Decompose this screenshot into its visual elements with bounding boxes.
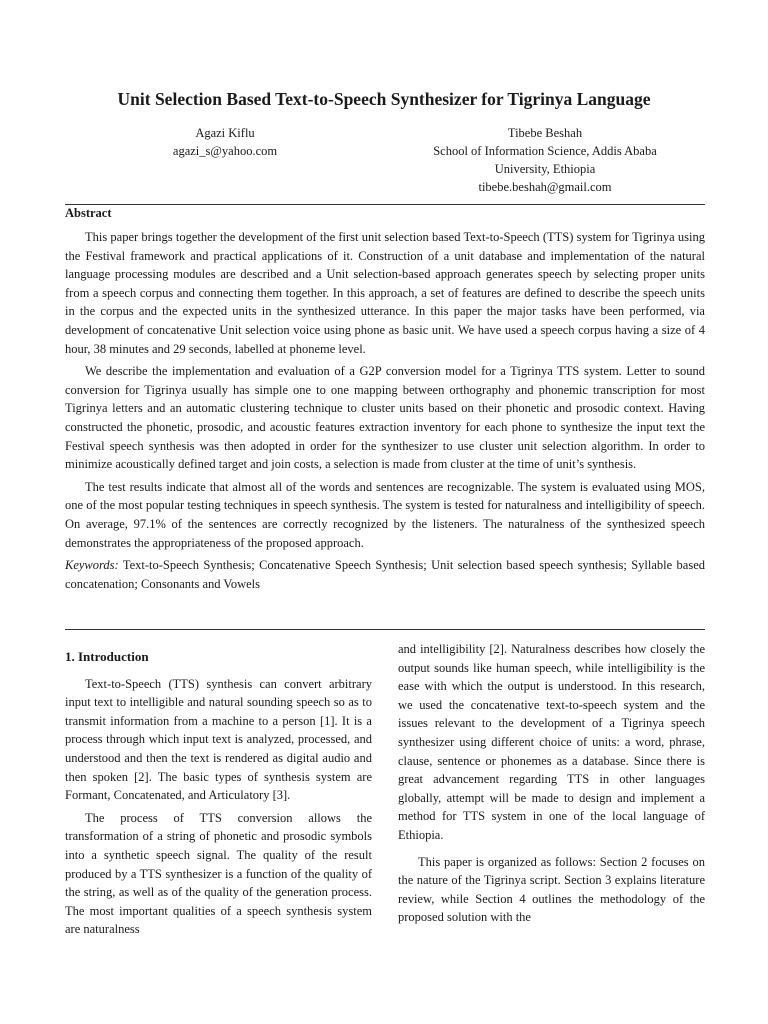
intro-paragraph-continued: and intelligibility [2]. Naturalness describes how closely the output sounds like human speech, while intelligibility is the ease with which the output is understood. In this research, we used the concatenative text-to-speech system and the issues relevant to the development of a Tigrinya speech synthesizer using different choice of units: a word, phrase, clause, sentence or phonemes as a database. Since there is great advancement regarding TTS in other languages globally, attempt will be made to design and implement a method for TTS system in one of the local language of Ethiopia.	[398, 642, 705, 842]
intro-paragraph: The process of TTS conversion allows the transformation of a string of phonetic and prosodic symbols into a synthetic speech signal. The quality of the result produced by a TTS synthesizer is a function of the quality of the string, as well as of the quality of the generation process. The most important qualities of a speech synthesis system are naturalness	[65, 810, 372, 937]
intro-paragraph: This paper is organized as follows: Section 2 focuses on the nature of the Tigrinya script. Section 3 explains literature review, while Section 4 outlines the methodology of the proposed solution with the	[398, 854, 705, 925]
right-column	[398, 640, 705, 931]
author-2	[395, 124, 695, 196]
author-2-affiliation-line-1: School of Information Science, Addis Ababa	[433, 144, 657, 158]
author-1-name: Agazi Kiflu	[195, 126, 255, 140]
keywords-label: Keywords:	[65, 558, 119, 573]
section-heading-introduction: 1. Introduction	[65, 649, 149, 664]
abstract-paragraph: This paper brings together the development of the first unit selection based Text-to-Speech (TTS) system for Tigrinya using the Festival framework and practical applications of it. Construction of a unit database and implementation of the natural language processing modules are described and a Unit selection-based approach generates speech by selecting proper units from a speech corpus and connecting them together. In this approach, a set of features are defined to describe the speech units in the corpus and the expected units in the synthesized utterance. In this paper the major tasks have been performed, via development of concatenative Unit selection voice using phone as basic unit. We have used a speech corpus having a size of 4 hour, 38 minutes and 29 seconds, labelled at phoneme level.	[65, 230, 705, 356]
keywords	[65, 556, 705, 593]
abstract-heading: Abstract	[65, 206, 112, 220]
abstract-body	[65, 228, 705, 597]
author-2-affiliation-line-2: University, Ethiopia	[494, 162, 596, 176]
keywords-text: Text-to-Speech Synthesis; Concatenative Speech Synthesis; Unit selection based speech synthesis; Syllable based concatenation; Consonants and Vowels	[65, 558, 705, 591]
intro-paragraph: Text-to-Speech (TTS) synthesis can convert arbitrary input text to intelligible and natural sounding speech so as to transmit information from a machine to a person [1]. It is a process through which input text is analyzed, processed, and understood and then the text is rendered as digital audio and then spoken [2]. The basic types of synthesis system are Formant, Concatenated, and Articulatory [3].	[65, 676, 372, 803]
left-column	[65, 640, 372, 943]
author-1	[150, 124, 300, 160]
abstract-paragraph: We describe the implementation and evaluation of a G2P conversion model for a Tigrinya TTS system. Letter to sound conversion for Tigrinya usually has simple one to one mapping between orthography and phonemic transcription for most Tigrinya letters and an automatic clustering technique to cluster units based on their phonetic and prosodic context. Having constructed the phonetic, prosodic, and acoustic features extraction inventory for each phone to synthesize the input text the Festival speech synthesis was then adopted in order for the synthesizer to use cluster unit selection algorithm. In order to minimize acoustically defined target and join costs, a selection is made from cluster at the time of unit’s synthesis.	[65, 364, 705, 472]
abstract-paragraph: The test results indicate that almost all of the words and sentences are recognizable. The system is evaluated using MOS, one of the most popular testing techniques in speech synthesis. The system is tested for naturalness and intelligibility of speech. On average, 97.1% of the sentences are correctly recognized by the listeners. The naturalness of the synthesized speech demonstrates the appropriateness of the proposed approach.	[65, 479, 705, 550]
abstract-top-rule	[65, 204, 705, 205]
author-2-name: Tibebe Beshah	[507, 126, 583, 140]
author-1-email: agazi_s@yahoo.com	[172, 144, 278, 158]
author-2-email: tibebe.beshah@gmail.com	[478, 180, 612, 194]
abstract-bottom-rule	[65, 629, 705, 630]
paper-title: Unit Selection Based Text-to-Speech Synthesizer for Tigrinya Language	[117, 89, 651, 109]
